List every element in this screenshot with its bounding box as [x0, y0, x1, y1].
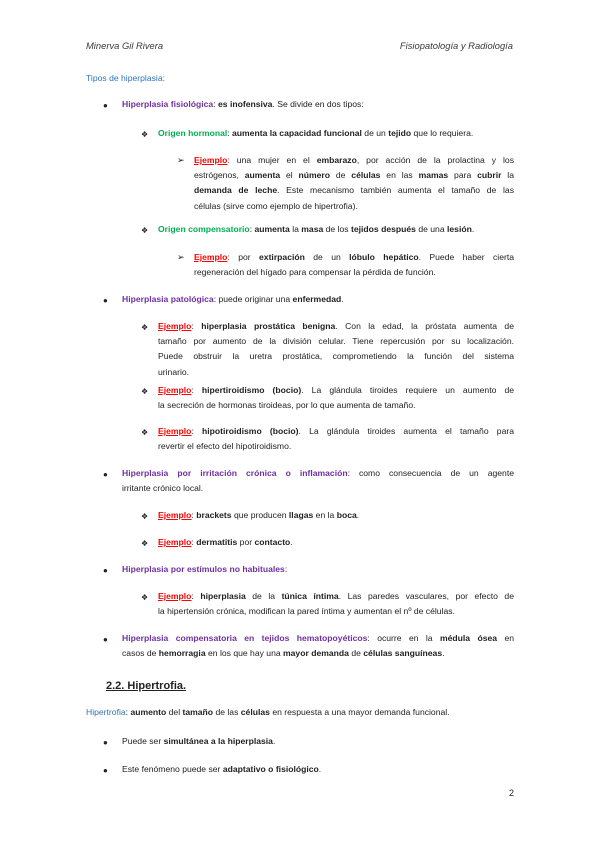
arrow-icon: ➢ [177, 252, 185, 262]
hem-l1b: médula ósea [439, 633, 498, 643]
pej3-l2: revertir el efecto del hipotiroidismo. [158, 441, 292, 452]
diamond-icon: ❖ [141, 428, 149, 437]
hip-g: en respuesta a una mayor demanda funcional. [269, 707, 450, 717]
pej3-l1c: . La glándula tiroides aumenta el tamaño para [298, 426, 515, 436]
pej3-l1a: : [191, 426, 203, 436]
hem-l2c: en los que hay una [205, 648, 284, 659]
est-l1e: . Las paredes vasculares, por efecto de [338, 591, 514, 601]
section-heading-hipertrofia: 2.2. Hipertrofia. [106, 680, 187, 692]
bullet-simultanea [122, 734, 514, 749]
diamond-icon: ❖ [141, 593, 149, 602]
bullet-adaptativo [122, 762, 514, 777]
ejemplo-label: Ejemplo [158, 510, 192, 520]
hem-l2g: . [442, 648, 445, 659]
hematopoyeticos-item [122, 631, 514, 661]
irr1-f: boca [336, 510, 357, 520]
fisiologica-item: Hiperplasia fisiológica: es inofensiva. Se divide en dos tipos: [122, 99, 364, 109]
compensatorio-item: Origen compensatorio: aumenta la masa de los tejidos después de una lesión. [158, 224, 475, 234]
ej2-l1e: . Puede haber cierta [418, 252, 515, 262]
estimulos-item [122, 562, 514, 577]
comp-t7: lesión [447, 224, 472, 234]
bullet-icon: ● [103, 766, 108, 775]
ej1-l4a: células (sirve como ejemplo de hipertrofia). [194, 200, 358, 211]
ejemplo-label: Ejemplo [194, 155, 228, 165]
irr-ej1 [158, 508, 514, 523]
bullet-icon: ● [103, 296, 108, 305]
ba-a: Puede ser [122, 736, 164, 746]
estimulos-colon: : [284, 564, 288, 574]
irr2-a: : [191, 537, 197, 547]
fisiologica-label: Hiperplasia fisiológica [122, 99, 214, 109]
pej1-l1c: . Con la edad, la próstata aumenta de [335, 321, 514, 331]
hem-l1a: : ocurre en la [367, 633, 440, 643]
pej3-l1b: hipotiroidismo (bocio) [202, 426, 299, 436]
diamond-icon: ❖ [141, 323, 149, 332]
pat-ej1-block [158, 319, 514, 380]
hem-l2b: hemorragia [158, 648, 206, 659]
bb-b: adaptativo o fisiológico [222, 764, 319, 774]
hip-b: aumento [130, 707, 167, 717]
header-author: Minerva Gil Rivera [86, 40, 164, 51]
ej2-l1b: extirpación [259, 252, 305, 262]
ejemplo-label: Ejemplo [158, 591, 192, 601]
pej1-l1b: hiperplasia prostática benigna [201, 321, 336, 331]
est-l1b: hiperplasia [200, 591, 246, 601]
pej1-l3: Puede obstruir la uretra prostática, comprometiendo la función del sistema [158, 351, 514, 362]
diamond-icon: ❖ [141, 512, 149, 521]
hormonal-label: Origen hormonal [158, 128, 228, 138]
est-l1c: de la [245, 591, 282, 601]
ba-b: simultánea a la hiperplasia [163, 736, 273, 746]
irr-text-b: irritante crónico local. [122, 483, 204, 494]
ejemplo-label: Ejemplo [158, 537, 192, 547]
section-title-text: Tipos de hiperplasia [86, 73, 163, 83]
fisiologica-text-bold: es inofensiva [218, 99, 273, 109]
hem-l2e: de [348, 648, 364, 659]
hormonal-t2: de un [361, 128, 389, 138]
diamond-icon: ❖ [141, 130, 149, 139]
ejemplo-label: Ejemplo [158, 385, 192, 395]
hematopoyeticos-label: Hiperplasia compensatoria en tejidos hematopoyéticos [122, 633, 368, 643]
ej1-l2d: número [298, 170, 331, 181]
irr2-e: . [290, 537, 293, 547]
ej1-l3b: . Este mecanismo también aumenta el tamaño de las [277, 185, 514, 196]
hormonal-t4: que lo requiera. [411, 128, 474, 138]
hem-l2f: células sanguíneas [363, 648, 443, 659]
irr1-d: llagas [288, 510, 314, 520]
pej1-l4: urinario. [158, 366, 190, 377]
compensatorio-label: Origen compensatorio [158, 224, 250, 234]
ej1-l2k: la [501, 170, 514, 181]
ejemplo-label: Ejemplo [158, 321, 192, 331]
hip-e: de las [213, 707, 241, 717]
irr1-c: que producen [231, 510, 289, 520]
pej1-l1a: : [191, 321, 202, 331]
ej2-l1a: : por [227, 252, 260, 262]
ejemplo-label: Ejemplo [158, 426, 192, 436]
hip-a: : [125, 707, 131, 717]
bb-a: Este fenómeno puede ser [122, 764, 223, 774]
pat-ej3-block [158, 424, 514, 454]
hip-f: células [240, 707, 270, 717]
hem-l1c: en [497, 633, 515, 643]
pej2-l1b: hipertiroidismo (bocio) [201, 385, 302, 395]
pej2-l1a: : [191, 385, 202, 395]
ejemplo2-block [194, 250, 514, 280]
comp-t4: de los [323, 224, 351, 234]
irr1-a: : [191, 510, 197, 520]
irr2-b: dermatitis [196, 537, 238, 547]
comp-t3: masa [301, 224, 324, 234]
ej1-l1c: , por acción de la prolactina y los [356, 155, 514, 165]
hip-c: del [166, 707, 183, 717]
est-l2: la hipertensión crónica, modifican la pared íntima y aumentan el nº de células. [158, 606, 455, 617]
diamond-icon: ❖ [141, 387, 149, 396]
irritacion-label: Hiperplasia por irritación crónica o inflamación [122, 468, 348, 478]
ej2-l1d: lóbulo hepático [349, 252, 419, 262]
irr2-d: contacto [254, 537, 291, 547]
irr-ej2 [158, 535, 514, 550]
patologica-item [122, 292, 514, 307]
bullet-icon: ● [103, 101, 108, 110]
comp-t8: . [471, 224, 475, 234]
hormonal-item: Origen hormonal: aumenta la capacidad funcional de un tejido que lo requiera. [158, 128, 474, 138]
ej1-l2h: mamas [418, 170, 449, 181]
pej2-l1c: . La glándula tiroides requiere un aumento de [301, 385, 515, 395]
irritacion-item [122, 466, 514, 496]
comp-t5: tejidos después [350, 224, 416, 234]
diamond-icon: ❖ [141, 539, 149, 548]
ej1-l2e: de [330, 170, 352, 181]
comp-t2: la [289, 224, 302, 234]
pat-text-a: : puede originar una [213, 294, 293, 304]
irr2-c: por [237, 537, 255, 547]
ej1-l1a: : una mujer en el [227, 155, 317, 165]
comp-t1: aumenta [254, 224, 290, 234]
ej1-l2i: para [448, 170, 478, 181]
hip-d: tamaño [182, 707, 214, 717]
pej1-l2: tamaño por aumento de la división celular. Tiene repercusión por su localización. [158, 336, 514, 347]
pat-text-b: enfermedad [292, 294, 342, 304]
bullet-icon: ● [103, 470, 108, 479]
patologica-label: Hiperplasia patológica [122, 294, 214, 304]
estimulos-label: Hiperplasia por estímulos no habituales [122, 564, 285, 574]
ej1-l2f: células [351, 170, 381, 181]
ej1-l2c: el [280, 170, 299, 181]
fisiologica-text: . Se divide en dos tipos: [272, 99, 364, 109]
irr1-b: brackets [196, 510, 232, 520]
comp-t6: de una [415, 224, 447, 234]
pat-ej2-block [158, 383, 514, 413]
header-subject: Fisiopatología y Radiología [399, 40, 513, 51]
estimulos-ej [158, 589, 514, 619]
hormonal-t3: tejido [388, 128, 412, 138]
ej2-l1c: de un [304, 252, 350, 262]
ej1-l2b: aumenta [244, 170, 281, 181]
hem-l2a: casos de [122, 648, 159, 659]
irr1-g: . [356, 510, 360, 520]
bullet-icon: ● [103, 566, 108, 575]
section-title: Tipos de hiperplasia: [86, 73, 165, 83]
bullet-icon: ● [103, 635, 108, 644]
diamond-icon: ❖ [141, 226, 149, 235]
hem-l2d: mayor demanda [283, 648, 349, 659]
bb-c: . [318, 764, 322, 774]
arrow-icon: ➢ [177, 155, 185, 165]
bullet-icon: ● [103, 738, 108, 747]
ejemplo1-block [194, 153, 514, 214]
ej2-l2: regeneración del hígado para compensar la pérdida de función. [194, 267, 436, 278]
hipertrofia-label: Hipertrofia [86, 707, 126, 717]
est-l1a: : [191, 591, 201, 601]
ej1-l2j: cubrir [477, 170, 502, 181]
irr1-e: en la [313, 510, 337, 520]
pat-text-c: . [341, 294, 344, 304]
hipertrofia-definition [86, 705, 516, 720]
hormonal-t1: aumenta la capacidad funcional [232, 128, 362, 138]
ej1-l3a: demanda de leche [194, 185, 278, 196]
ej1-l2g: en las [380, 170, 419, 181]
ej1-l2a: estrógenos, [194, 170, 245, 181]
irr-text-a: : como consecuencia de un agente [347, 468, 514, 478]
ej1-l1b: embarazo [316, 155, 357, 165]
pej2-l2: la secreción de hormonas tiroideas, por lo que aumenta de tamaño. [158, 400, 416, 411]
est-l1d: túnica íntima [281, 591, 339, 601]
ba-c: . [272, 736, 276, 746]
ejemplo-label: Ejemplo [194, 252, 228, 262]
page-number: 2 [509, 788, 515, 798]
